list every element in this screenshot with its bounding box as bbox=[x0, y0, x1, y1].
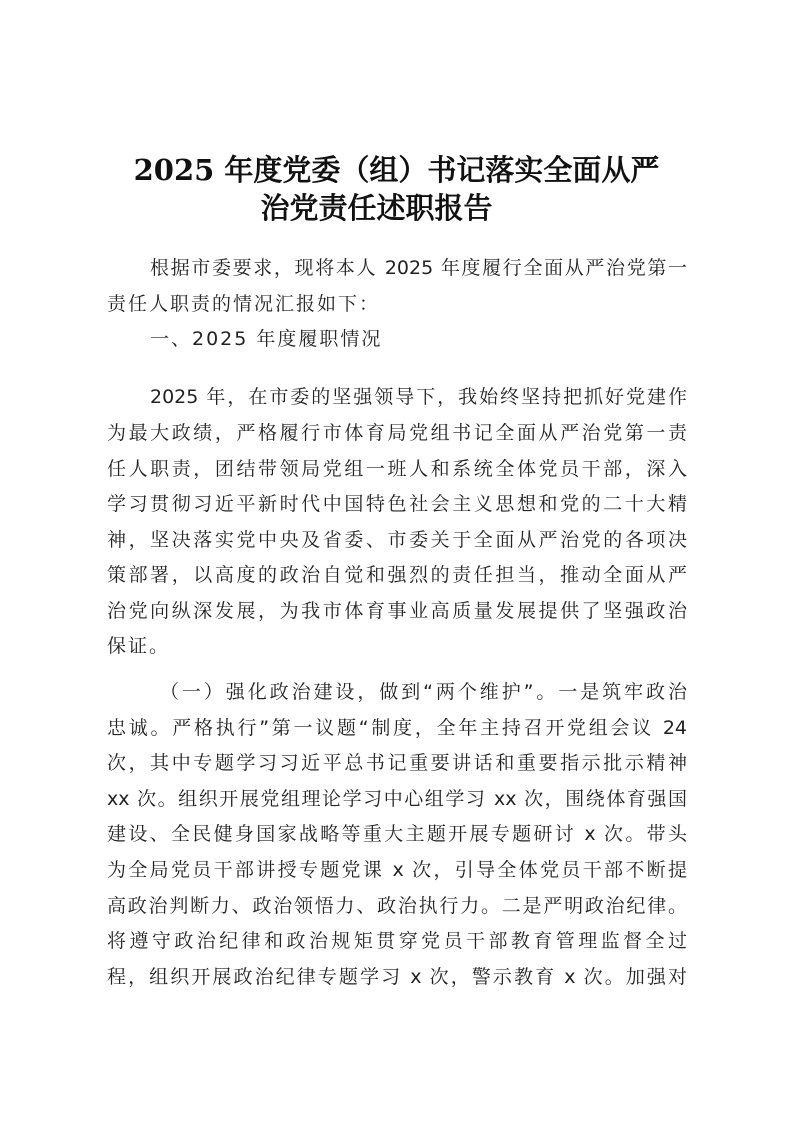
paragraph-line: 根据市委要求，现将本人 2025 年度履行全面从严治党第一 bbox=[150, 257, 687, 279]
paragraph-line: 任人职责，团结带领局党组一班人和系统全体党员干部，深入 bbox=[107, 458, 687, 480]
paragraph-line: 神，坚决落实党中央及省委、市委关于全面从严治党的各项决 bbox=[107, 529, 687, 551]
document-title-line-2: 治党责任述职报告 bbox=[260, 191, 493, 225]
paragraph-line: 次，其中专题学习习近平总书记重要讲话和重要指示批示精神 bbox=[107, 752, 687, 774]
paragraph-line: 责任人职责的情况汇报如下： bbox=[107, 293, 381, 315]
subsection-line: （一）强化政治建设，做到“两个维护”。一是筑牢政治 bbox=[160, 681, 687, 703]
paragraph-line: xx 次。组织开展党组理论学习中心组学习 xx 次，围绕体育强国 bbox=[107, 788, 687, 810]
paragraph-line: 策部署，以高度的政治自觉和强烈的责任担当，推动全面从严 bbox=[107, 564, 687, 586]
section-heading: 一、2025 年度履职情况 bbox=[150, 328, 383, 350]
paragraph-line: 保证。 bbox=[107, 635, 171, 657]
paragraph-line: 建设、全民健身国家战略等重大主题开展专题研讨 x 次。带头 bbox=[107, 823, 687, 845]
paragraph-line: 学习贯彻习近平新时代中国特色社会主义思想和党的二十大精 bbox=[107, 493, 687, 515]
paragraph-line: 高政治判断力、政治领悟力、政治执行力。二是严明政治纪律。 bbox=[107, 895, 687, 917]
paragraph-line: 为最大政绩，严格履行市体育局党组书记全面从严治党第一责 bbox=[107, 422, 687, 444]
paragraph-line: 忠诚。严格执行”第一议题“制度，全年主持召开党组会议 24 bbox=[107, 717, 687, 739]
paragraph-line: 2025 年，在市委的坚强领导下，我始终坚持把抓好党建作 bbox=[150, 386, 687, 408]
paragraph-line: 将遵守政治纪律和政治规矩贯穿党员干部教育管理监督全过 bbox=[107, 930, 687, 952]
document-title-line-1: 2025 年度党委（组）书记落实全面从严 bbox=[133, 153, 660, 187]
paragraph-line: 程，组织开展政治纪律专题学习 x 次，警示教育 x 次。加强对 bbox=[107, 966, 687, 988]
paragraph-line: 为全局党员干部讲授专题党课 x 次，引导全体党员干部不断提 bbox=[107, 859, 687, 881]
paragraph-line: 治党向纵深发展，为我市体育事业高质量发展提供了坚强政治 bbox=[107, 600, 687, 622]
